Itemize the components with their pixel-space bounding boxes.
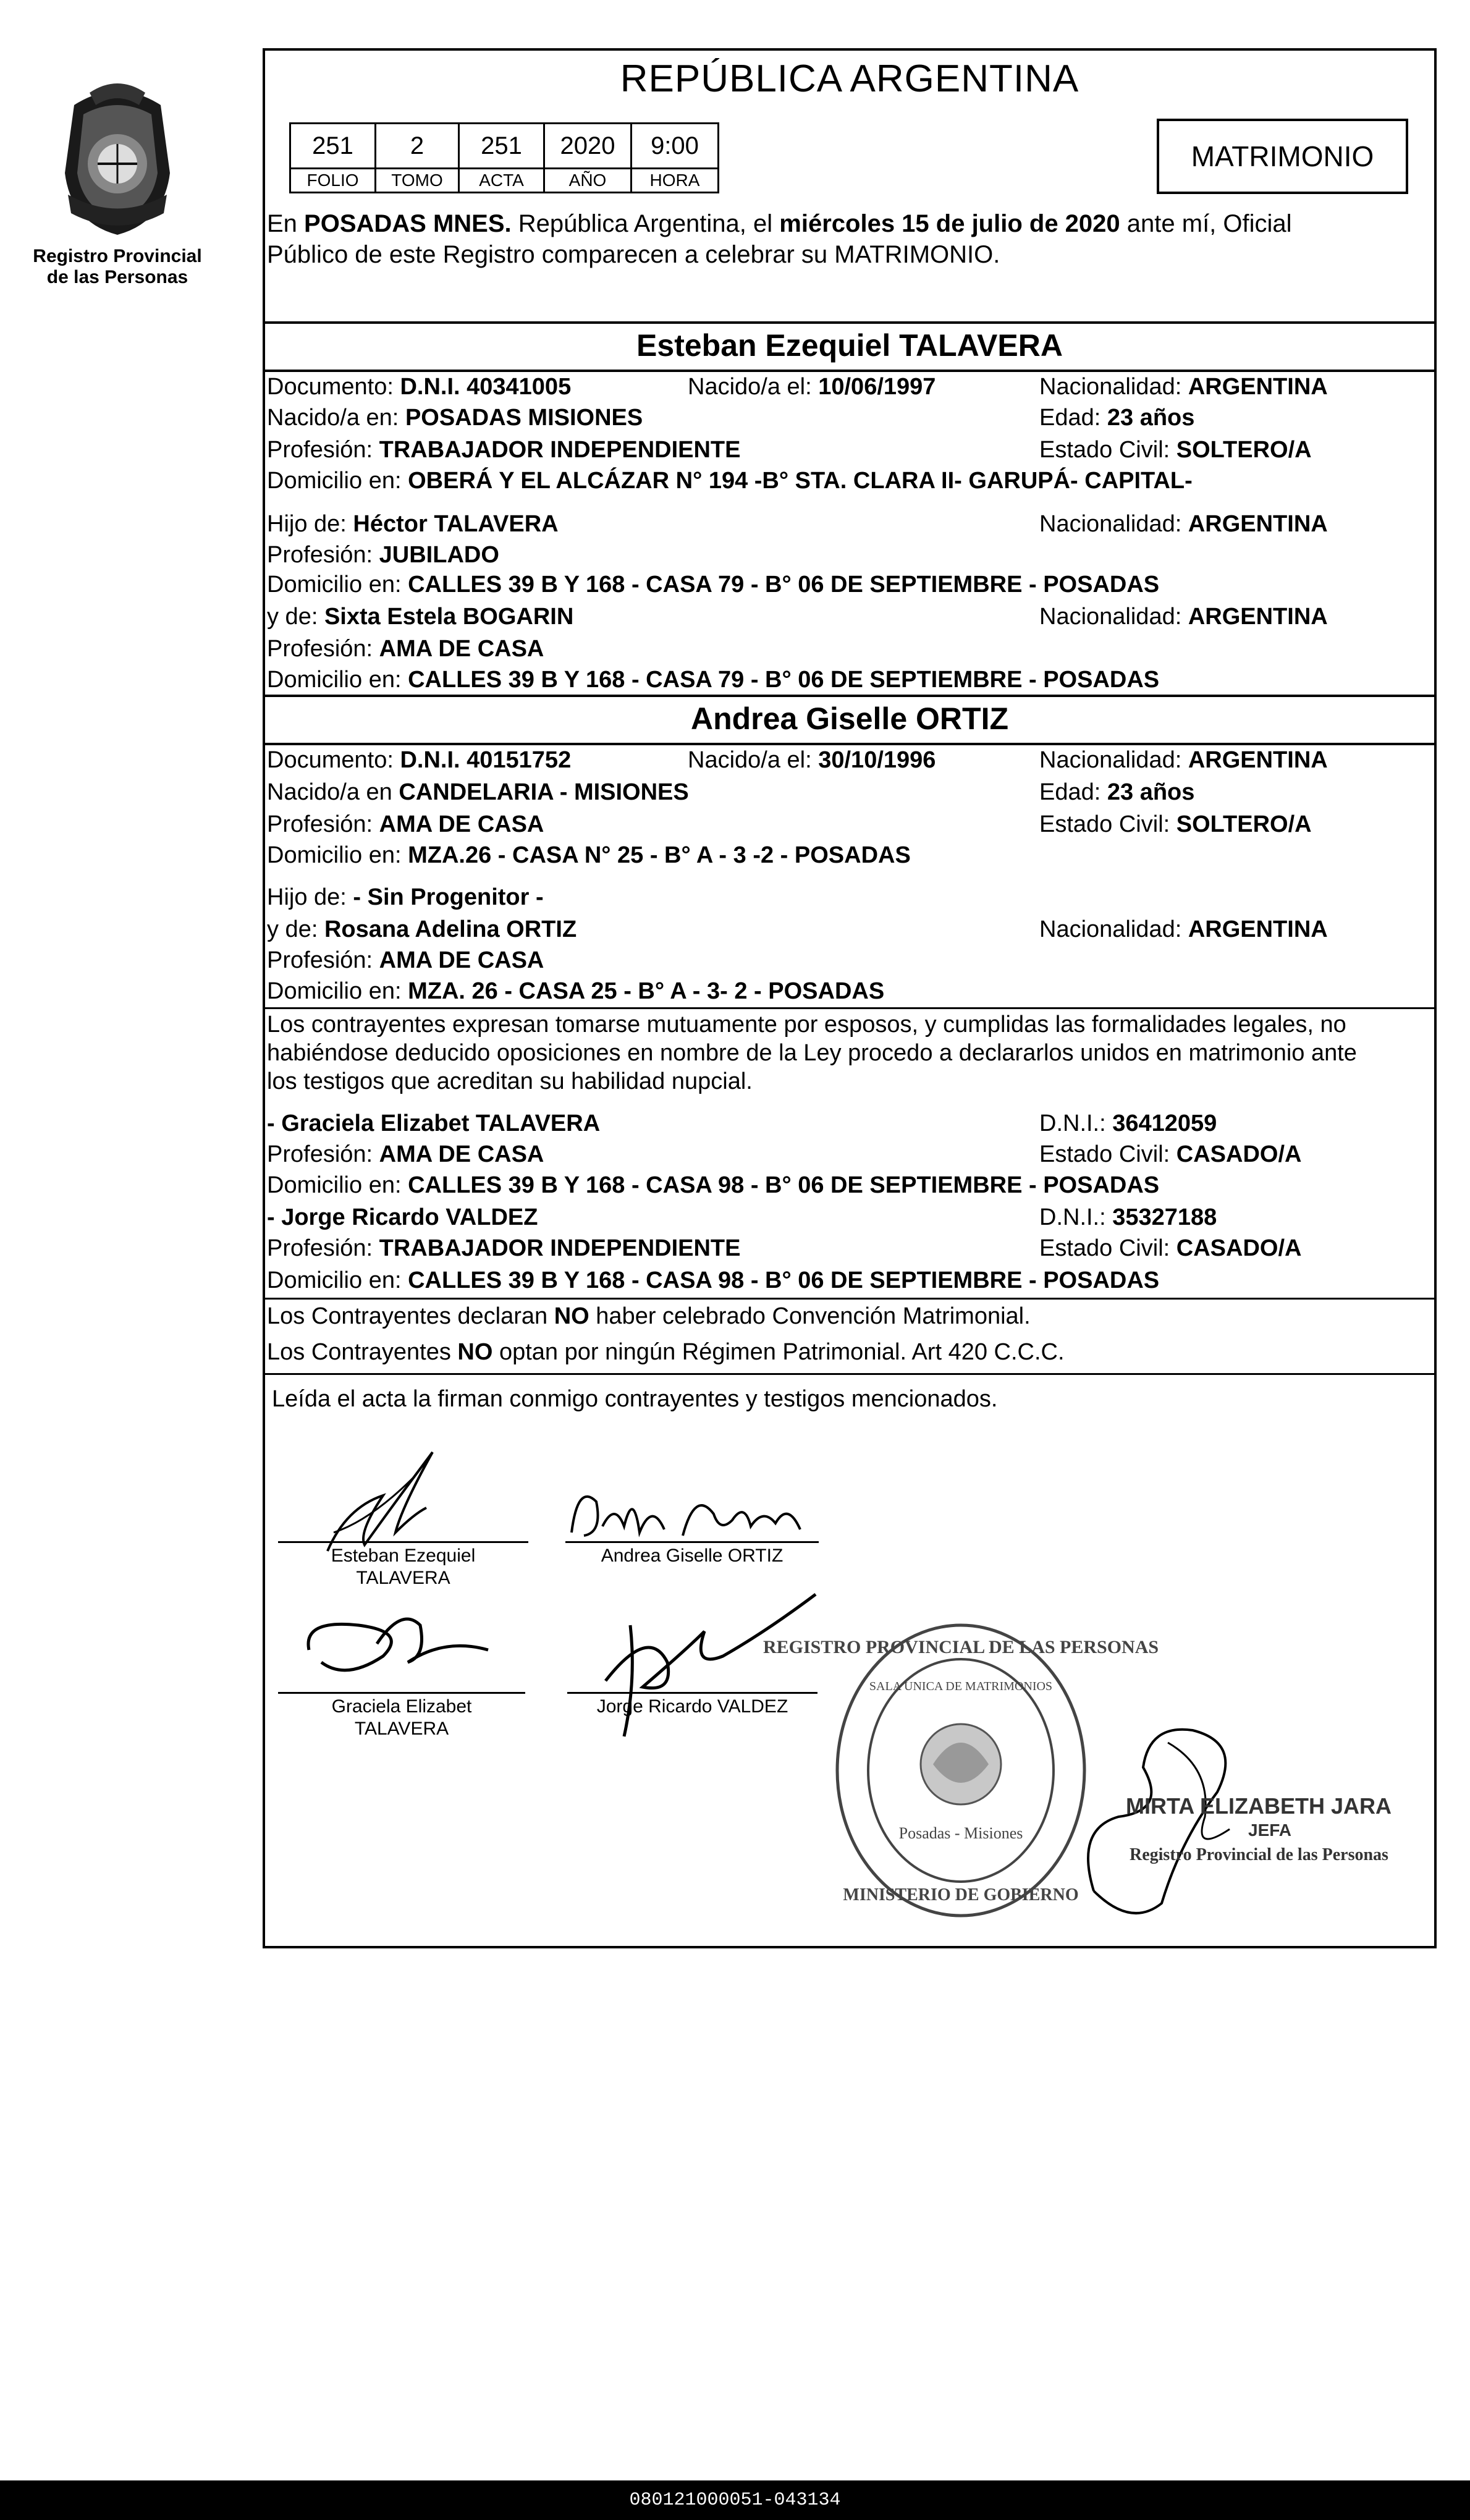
groom-signature-caption: Esteban Ezequiel TALAVERA	[331, 1545, 476, 1588]
bride-mother-profession: Profesión: AMA DE CASA	[267, 947, 544, 973]
officer-stamp-org: Registro Provincial de las Personas	[1130, 1845, 1388, 1864]
bride-name-heading: Andrea Giselle ORTIZ	[690, 701, 1008, 736]
groom-mother-address: Domicilio en: CALLES 39 B Y 168 - CASA 79 - B° 06 DE SEPTIEMBRE - POSADAS	[267, 667, 1160, 693]
bride-age: Edad: 23 años	[1039, 779, 1195, 805]
tomo-label: TOMO	[376, 169, 459, 193]
bride-address: Domicilio en: MZA.26 - CASA N° 25 - B° A - 3 -2 - POSADAS	[267, 842, 911, 868]
groom-nationality: Nacionalidad: ARGENTINA	[1039, 374, 1328, 400]
divider	[263, 1373, 1437, 1375]
signature-line	[278, 1692, 525, 1694]
convention-line-2: Los Contrayentes NO optan por ningún Régimen Patrimonial. Art 420 C.C.C.	[267, 1339, 1065, 1365]
groom-father-address: Domicilio en: CALLES 39 B Y 168 - CASA 79 - B° 06 DE SEPTIEMBRE - POSADAS	[267, 572, 1160, 598]
bride-mother: y de: Rosana Adelina ORTIZ	[267, 916, 577, 942]
provincial-registry-logo	[19, 80, 216, 297]
time-label: HORA	[632, 169, 719, 193]
declaration-line-2: habiéndose deducido oposiciones en nombre de la Ley procedo a declararlos unidos en matrimonio ante	[267, 1040, 1357, 1066]
witness-2-profession: Profesión: TRABAJADOR INDEPENDIENTE	[267, 1235, 741, 1261]
divider	[263, 1007, 1437, 1009]
registry-number-grid	[289, 122, 719, 193]
signature-line	[565, 1541, 819, 1543]
groom-document: Documento: D.N.I. 40341005	[267, 374, 572, 400]
groom-profession: Profesión: TRABAJADOR INDEPENDIENTE	[267, 437, 741, 463]
witness-1-profession: Profesión: AMA DE CASA	[267, 1141, 544, 1167]
groom-age: Edad: 23 años	[1039, 405, 1195, 431]
page-title: REPÚBLICA ARGENTINA	[620, 57, 1079, 100]
year-label: AÑO	[544, 169, 632, 193]
groom-civil-status: Estado Civil: SOLTERO/A	[1039, 437, 1312, 463]
seal-outer-text: REGISTRO PROVINCIAL DE LAS PERSONAS	[762, 1637, 1159, 1657]
bride-signature-caption: Andrea Giselle ORTIZ	[601, 1545, 784, 1566]
witness-1-signature-caption: Graciela Elizabet TALAVERA	[331, 1696, 472, 1739]
officer-stamp-role: JEFA	[1248, 1820, 1292, 1840]
witness-1-signature-icon	[284, 1600, 494, 1693]
intro-line-2: Público de este Registro comparecen a celebrar su MATRIMONIO.	[267, 241, 1000, 268]
year-value: 2020	[544, 124, 632, 169]
groom-mother-profession: Profesión: AMA DE CASA	[267, 636, 544, 662]
bride-document: Documento: D.N.I. 40151752	[267, 747, 572, 773]
tomo-value: 2	[376, 124, 459, 169]
groom-mother-nationality: Nacionalidad: ARGENTINA	[1039, 604, 1328, 630]
time-value: 9:00	[632, 124, 719, 169]
groom-birth-date: Nacido/a el: 10/06/1997	[688, 374, 936, 400]
registry-seal-stamp	[762, 1616, 1159, 1925]
bride-signature-icon	[565, 1477, 825, 1551]
seal-inner-text: SALA UNICA DE MATRIMONIOS	[869, 1680, 1053, 1693]
groom-father-nationality: Nacionalidad: ARGENTINA	[1039, 511, 1328, 537]
declaration-line-1: Los contrayentes expresan tomarse mutuamente por esposos, y cumplidas las formalidades legales, no	[267, 1012, 1346, 1038]
witness-2-dni: D.N.I.: 35327188	[1039, 1204, 1217, 1230]
divider	[263, 695, 1437, 697]
witness-1-dni: D.N.I.: 36412059	[1039, 1110, 1217, 1136]
groom-name-heading: Esteban Ezequiel TALAVERA	[636, 328, 1063, 363]
officer-stamp-name: MIRTA ELIZABETH JARA	[1126, 1793, 1392, 1819]
declaration-line-3: los testigos que acreditan su habilidad nupcial.	[267, 1068, 753, 1094]
signature-line	[278, 1541, 528, 1543]
witness-2-name: - Jorge Ricardo VALDEZ	[267, 1204, 538, 1230]
bride-birth-date: Nacido/a el: 30/10/1996	[688, 747, 936, 773]
groom-birth-place: Nacido/a en: POSADAS MISIONES	[267, 405, 643, 431]
divider	[263, 1298, 1437, 1300]
bride-mother-nationality: Nacionalidad: ARGENTINA	[1039, 916, 1328, 942]
seal-city-text: Posadas - Misiones	[898, 1824, 1023, 1842]
bride-civil-status: Estado Civil: SOLTERO/A	[1039, 811, 1312, 837]
bride-profession: Profesión: AMA DE CASA	[267, 811, 544, 837]
convention-line-1: Los Contrayentes declaran NO haber celebrado Convención Matrimonial.	[267, 1303, 1031, 1329]
act-type-box: MATRIMONIO	[1157, 119, 1408, 194]
intro-line-1: En POSADAS MNES. República Argentina, el miércoles 15 de julio de 2020 ante mí, Oficial	[267, 210, 1292, 237]
witness-2-signature-caption: Jorge Ricardo VALDEZ	[596, 1696, 788, 1717]
witness-1-name: - Graciela Elizabet TALAVERA	[267, 1110, 601, 1136]
acta-value: 251	[459, 124, 544, 169]
bride-birth-place: Nacido/a en CANDELARIA - MISIONES	[267, 779, 689, 805]
groom-father-profession: Profesión: JUBILADO	[267, 542, 499, 568]
groom-address: Domicilio en: OBERÁ Y EL ALCÁZAR N° 194 -B° STA. CLARA II- GARUPÁ- CAPITAL-	[267, 468, 1193, 494]
signature-line	[567, 1692, 817, 1694]
folio-value: 251	[290, 124, 376, 169]
witness-2-address: Domicilio en: CALLES 39 B Y 168 - CASA 98 - B° 06 DE SEPTIEMBRE - POSADAS	[267, 1267, 1160, 1293]
bride-nationality: Nacionalidad: ARGENTINA	[1039, 747, 1328, 773]
logo-caption-line2: de las Personas	[46, 267, 188, 287]
seal-bottom-text: MINISTERIO DE GOBIERNO	[843, 1885, 1079, 1905]
groom-father: Hijo de: Héctor TALAVERA	[267, 511, 559, 537]
misiones-coat-of-arms-icon	[40, 80, 195, 241]
witness-2-civil-status: Estado Civil: CASADO/A	[1039, 1235, 1302, 1261]
logo-caption-line1: Registro Provincial	[33, 246, 202, 266]
bride-father: Hijo de: - Sin Progenitor -	[267, 884, 544, 910]
acta-label: ACTA	[459, 169, 544, 193]
closing-statement: Leída el acta la firman conmigo contrayentes y testigos mencionados.	[272, 1386, 998, 1412]
footer-document-code: 080121000051-043134	[0, 2480, 1470, 2520]
groom-mother: y de: Sixta Estela BOGARIN	[267, 604, 574, 630]
folio-label: FOLIO	[290, 169, 376, 193]
divider	[263, 321, 1437, 324]
witness-1-civil-status: Estado Civil: CASADO/A	[1039, 1141, 1302, 1167]
witness-2-signature-icon	[568, 1588, 828, 1749]
bride-mother-address: Domicilio en: MZA. 26 - CASA 25 - B° A - 3- 2 - POSADAS	[267, 978, 885, 1004]
witness-1-address: Domicilio en: CALLES 39 B Y 168 - CASA 98 - B° 06 DE SEPTIEMBRE - POSADAS	[267, 1172, 1160, 1198]
